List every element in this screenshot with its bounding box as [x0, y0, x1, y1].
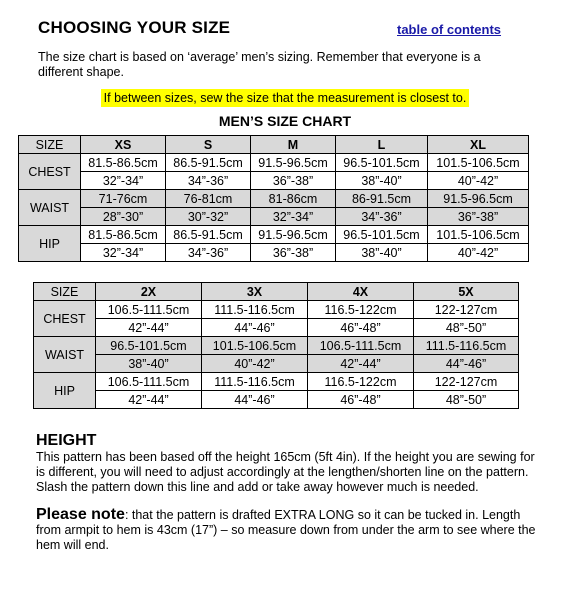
row-label-waist: WAIST — [19, 190, 81, 226]
measure-cell: 30”-32” — [166, 208, 251, 226]
measure-cell: 81-86cm — [251, 190, 336, 208]
measure-cell: 91.5-96.5cm — [251, 154, 336, 172]
measure-cell: 28”-30” — [81, 208, 166, 226]
measure-cell: 101.5-106.5cm — [428, 154, 529, 172]
size-header: L — [336, 136, 428, 154]
table-row — [19, 208, 529, 226]
table-row — [19, 244, 529, 262]
measure-cell: 101.5-106.5cm — [428, 226, 529, 244]
table-row — [19, 154, 529, 172]
table-row — [34, 355, 519, 373]
size-header-label: SIZE — [19, 136, 81, 154]
measure-cell: 96.5-101.5cm — [96, 337, 202, 355]
size-header: XL — [428, 136, 529, 154]
note-paragraph — [36, 507, 536, 553]
row-label-chest: CHEST — [34, 301, 96, 337]
measure-cell: 96.5-101.5cm — [336, 154, 428, 172]
measure-cell: 36”-38” — [251, 172, 336, 190]
measure-cell: 36”-38” — [428, 208, 529, 226]
measure-cell: 34”-36” — [166, 244, 251, 262]
measure-cell: 111.5-116.5cm — [414, 337, 519, 355]
measure-cell: 42”-44” — [96, 391, 202, 409]
measure-cell: 106.5-111.5cm — [96, 301, 202, 319]
measure-cell: 86-91.5cm — [336, 190, 428, 208]
measure-cell: 40”-42” — [428, 244, 529, 262]
row-label-hip: HIP — [19, 226, 81, 262]
table-row — [19, 172, 529, 190]
note-text: : that the pattern is drafted EXTRA LONG so it can be tucked in. Length from armpit to hem is 43cm (17”) – so measure down from under the arm to see where the hem will end. — [36, 508, 536, 552]
table-row — [34, 391, 519, 409]
measure-cell: 34”-36” — [166, 172, 251, 190]
table-row — [34, 319, 519, 337]
measure-cell: 32”-34” — [251, 208, 336, 226]
size-header: 3X — [202, 283, 308, 301]
measure-cell: 91.5-96.5cm — [428, 190, 529, 208]
size-header: 4X — [308, 283, 414, 301]
measure-cell: 46”-48” — [308, 319, 414, 337]
table-row — [34, 301, 519, 319]
measure-cell: 86.5-91.5cm — [166, 226, 251, 244]
note-label: Please note — [36, 506, 125, 523]
measure-cell: 111.5-116.5cm — [202, 373, 308, 391]
size-header: 5X — [414, 283, 519, 301]
table-row — [19, 190, 529, 208]
row-label-waist: WAIST — [34, 337, 96, 373]
highlight-text: If between sizes, sew the size that the measurement is closest to. — [101, 89, 470, 107]
measure-cell: 106.5-111.5cm — [96, 373, 202, 391]
measure-cell: 116.5-122cm — [308, 373, 414, 391]
measure-cell: 48”-50” — [414, 319, 519, 337]
measure-cell: 32”-34” — [81, 244, 166, 262]
measure-cell: 91.5-96.5cm — [251, 226, 336, 244]
intro-text: The size chart is based on ‘average’ men’s sizing. Remember that everyone is a different shape. — [38, 50, 481, 79]
measure-cell: 71-76cm — [81, 190, 166, 208]
table-row — [34, 337, 519, 355]
measure-cell: 40”-42” — [428, 172, 529, 190]
size-header-row — [19, 136, 529, 154]
measure-cell: 38”-40” — [96, 355, 202, 373]
measure-cell: 42”-44” — [96, 319, 202, 337]
size-table-2 — [33, 282, 519, 409]
measure-cell: 44”-46” — [202, 319, 308, 337]
size-header-label: SIZE — [34, 283, 96, 301]
measure-cell: 81.5-86.5cm — [81, 154, 166, 172]
table-row — [19, 226, 529, 244]
size-header: M — [251, 136, 336, 154]
measure-cell: 86.5-91.5cm — [166, 154, 251, 172]
measure-cell: 106.5-111.5cm — [308, 337, 414, 355]
page-title: CHOOSING YOUR SIZE — [38, 18, 231, 37]
measure-cell: 42”-44” — [308, 355, 414, 373]
measure-cell: 122-127cm — [414, 373, 519, 391]
measure-cell: 76-81cm — [166, 190, 251, 208]
measure-cell: 96.5-101.5cm — [336, 226, 428, 244]
measure-cell: 34”-36” — [336, 208, 428, 226]
size-table-1 — [18, 135, 529, 262]
measure-cell: 36”-38” — [251, 244, 336, 262]
measure-cell: 44”-46” — [414, 355, 519, 373]
measure-cell: 46”-48” — [308, 391, 414, 409]
measure-cell: 111.5-116.5cm — [202, 301, 308, 319]
measure-cell: 44”-46” — [202, 391, 308, 409]
measure-cell: 81.5-86.5cm — [81, 226, 166, 244]
highlight-line — [0, 89, 570, 107]
measure-cell: 38”-40” — [336, 244, 428, 262]
measure-cell: 38”-40” — [336, 172, 428, 190]
measure-cell: 122-127cm — [414, 301, 519, 319]
measure-cell: 101.5-106.5cm — [202, 337, 308, 355]
table-row — [34, 373, 519, 391]
row-label-hip: HIP — [34, 373, 96, 409]
measure-cell: 116.5-122cm — [308, 301, 414, 319]
measure-cell: 40”-42” — [202, 355, 308, 373]
row-label-chest: CHEST — [19, 154, 81, 190]
measure-cell: 32”-34” — [81, 172, 166, 190]
size-header-row — [34, 283, 519, 301]
measure-cell: 48”-50” — [414, 391, 519, 409]
size-header: S — [166, 136, 251, 154]
height-text: This pattern has been based off the height 165cm (5ft 4in). If the height you are sewing for is different, you will need to adjust accordingly at the lengthen/shorten line on the pattern. Slash the pattern down this line and add or take away however much is needed. — [36, 450, 535, 494]
chart-title: MEN’S SIZE CHART — [218, 113, 352, 129]
table-of-contents-link[interactable]: table of contents — [397, 22, 502, 37]
size-header: XS — [81, 136, 166, 154]
height-heading: HEIGHT — [36, 432, 97, 449]
size-header: 2X — [96, 283, 202, 301]
